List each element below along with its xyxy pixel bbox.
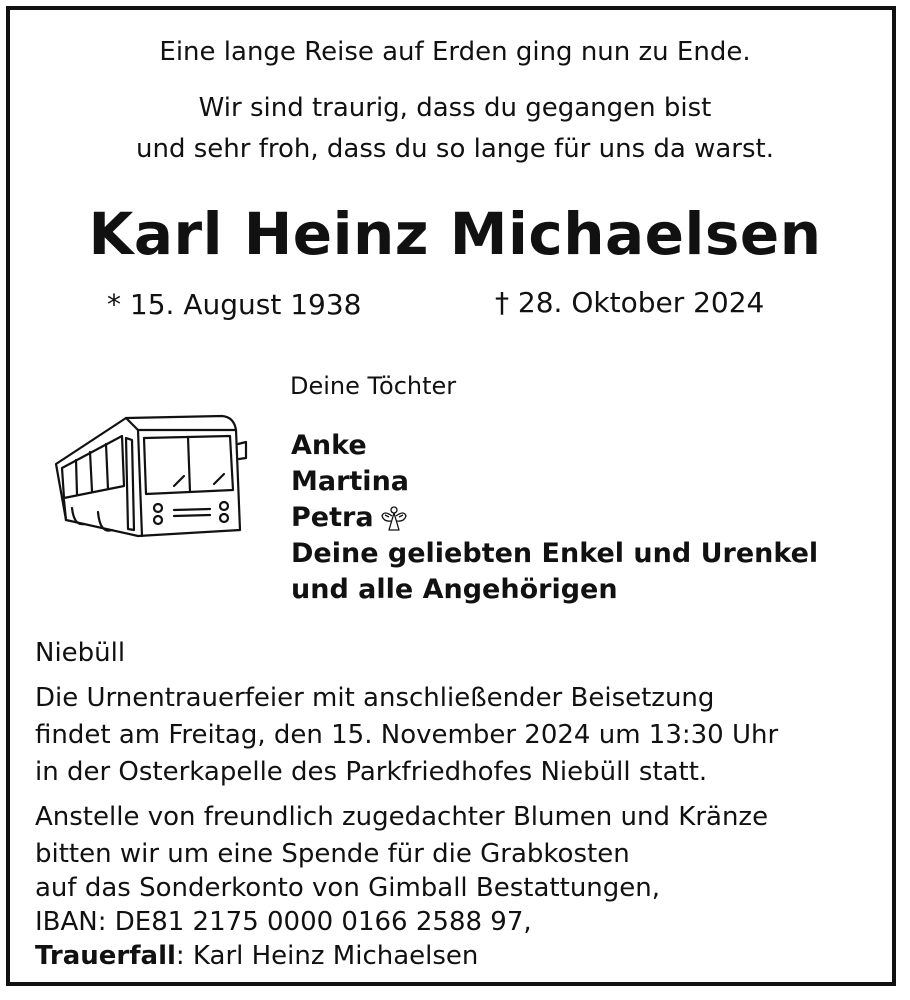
mourner-name-text: Petra — [291, 502, 374, 533]
iban-line: IBAN: DE81 2175 0000 0166 2588 97, — [35, 907, 532, 937]
ceremony-line-3: in der Osterkapelle des Parkfriedhofes Niebüll statt. — [35, 757, 708, 787]
angel-icon — [380, 504, 408, 532]
relatives-line — [291, 572, 818, 608]
verse-line-3: und sehr froh, dass du so lange für uns da warst. — [136, 134, 774, 164]
ceremony-line-1: Die Urnentrauerfeier mit anschließender Beisetzung — [35, 683, 715, 713]
mourner-name — [291, 500, 818, 536]
birth-date: * 15. August 1938 — [107, 288, 362, 321]
reference-label: Trauerfall — [35, 941, 176, 971]
location-text: Niebüll — [35, 638, 126, 668]
verse-line-2: Wir sind traurig, dass du gegangen bist — [198, 93, 712, 123]
mourner-name-text: Anke — [291, 430, 367, 461]
reference-value: : Karl Heinz Michaelsen — [175, 941, 479, 971]
reference-line — [35, 940, 478, 973]
mourner-name — [291, 464, 818, 500]
grandchildren-line — [291, 536, 818, 572]
verse-line-1: Eine lange Reise auf Erden ging nun zu Ende. — [159, 37, 751, 67]
donation-line-3: auf das Sonderkonto von Gimball Bestattungen, — [35, 873, 661, 903]
deceased-name: Karl Heinz Michaelsen — [88, 200, 822, 268]
donation-line-2: bitten wir um eine Spende für die Grabkosten — [35, 839, 630, 869]
bus-illustration — [34, 390, 266, 550]
death-date: † 28. Oktober 2024 — [495, 286, 765, 319]
relatives-text: und alle Angehörigen — [291, 574, 618, 605]
mourner-name-text: Martina — [291, 466, 410, 497]
grandchildren-text: Deine geliebten Enkel und Urenkel — [291, 538, 819, 569]
donation-line-1: Anstelle von freundlich zugedachter Blumen und Kränze — [35, 802, 769, 832]
daughters-intro: Deine Töchter — [290, 372, 457, 400]
ceremony-line-2: findet am Freitag, den 15. November 2024 um 13:30 Uhr — [35, 720, 779, 750]
mourner-name — [291, 428, 818, 464]
mourner-list — [291, 428, 818, 608]
